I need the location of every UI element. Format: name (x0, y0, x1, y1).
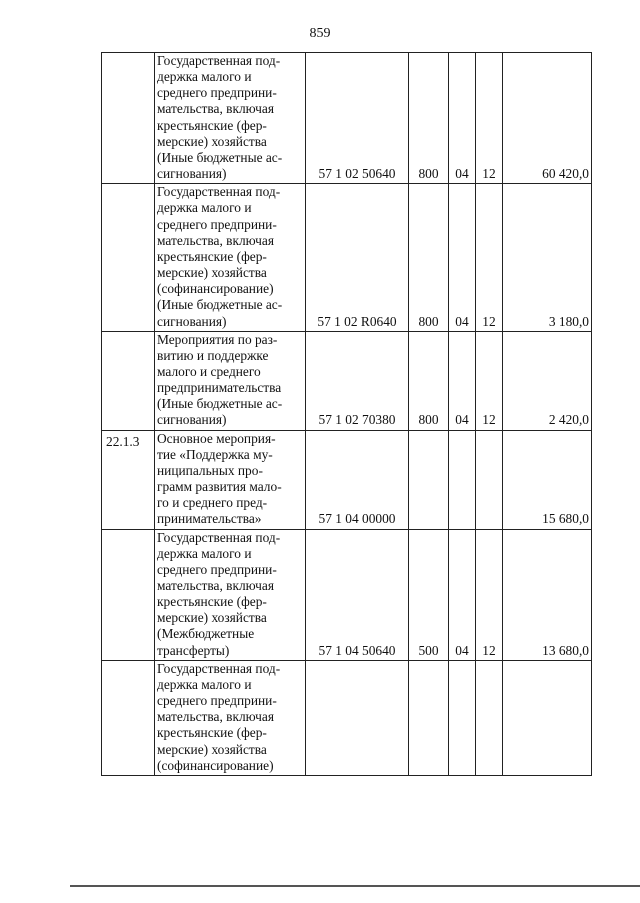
row-pr-cell: 12 (476, 184, 503, 331)
row-pr-cell: 12 (476, 529, 503, 660)
row-name-line: мательства, включая (157, 578, 274, 593)
row-kcsr-cell: 57 1 02 R0640 (306, 184, 409, 331)
row-kcsr-cell: 57 1 04 00000 (306, 430, 409, 529)
row-pr-cell: 12 (476, 331, 503, 430)
row-number-cell (102, 529, 155, 660)
row-name-line: среднего предприни- (157, 561, 277, 577)
row-name-line: мерские) хозяйства (157, 741, 267, 757)
row-number-cell (102, 331, 155, 430)
row-name-line: тие «Поддержка му- (157, 446, 273, 462)
row-name-line: крестьянские (фер- (157, 594, 267, 610)
row-name-line: Государственная под- (157, 660, 281, 676)
row-rz-cell: 04 (449, 53, 476, 184)
row-name-cell (155, 529, 306, 660)
budget-table (101, 52, 592, 776)
row-vr-cell: 800 (409, 331, 449, 430)
row-pr-cell (476, 660, 503, 775)
row-sum-cell: 3 180,0 (503, 184, 592, 331)
row-name-line: мерские) хозяйства (157, 133, 267, 149)
row-kcsr-cell: 57 1 04 50640 (306, 529, 409, 660)
row-name-line: держка малого и (157, 545, 252, 561)
row-name-line: Государственная под- (157, 184, 281, 200)
row-number-cell (102, 660, 155, 775)
row-name-line: мательства, включая (157, 232, 274, 248)
row-name-line: (Межбюджетные (157, 626, 255, 642)
row-vr-cell: 500 (409, 529, 449, 660)
row-name-line: трансферты) (157, 642, 230, 658)
row-name-cell (155, 430, 306, 529)
row-name-line: Основное мероприя- (157, 430, 276, 446)
row-name-line: (софинансирование) (157, 757, 274, 773)
row-name-cell (155, 53, 306, 184)
row-name-line: Государственная под- (157, 529, 281, 545)
row-name-line: (Иные бюджетные ас- (157, 149, 283, 165)
row-number-cell (102, 184, 155, 331)
row-name-line: среднего предприни- (157, 85, 277, 101)
row-name-line: держка малого и (157, 69, 252, 85)
row-name-line: малого и среднего (157, 363, 261, 379)
row-kcsr-cell: 57 1 02 50640 (306, 53, 409, 184)
row-sum-cell: 15 680,0 (503, 430, 592, 529)
page-bottom-divider (70, 885, 640, 887)
page-number: 859 (309, 26, 331, 41)
row-number-cell (102, 53, 155, 184)
row-name-line: Государственная под- (157, 53, 281, 68)
row-vr-cell: 800 (409, 53, 449, 184)
table-row (102, 660, 592, 775)
row-name-line: ниципальных про- (157, 462, 263, 478)
row-name-line: среднего предприни- (157, 216, 277, 232)
row-name-line: мательства, включая (157, 709, 274, 725)
table-row (102, 53, 592, 184)
table-row (102, 331, 592, 430)
row-name-line: мательства, включая (157, 101, 274, 117)
row-name-line: грамм развития мало- (157, 479, 282, 495)
table-row (102, 529, 592, 660)
row-vr-cell (409, 430, 449, 529)
row-rz-cell: 04 (449, 331, 476, 430)
row-name-line: (софинансирование) (157, 281, 274, 297)
row-rz-cell: 04 (449, 184, 476, 331)
row-kcsr-cell: 57 1 02 70380 (306, 331, 409, 430)
row-rz-cell (449, 430, 476, 529)
row-name-line: держка малого и (157, 676, 252, 692)
row-sum-cell: 13 680,0 (503, 529, 592, 660)
row-name-line: (Иные бюджетные ас- (157, 297, 283, 313)
row-name-line: крестьянские (фер- (157, 117, 267, 133)
row-name-line: (Иные бюджетные ас- (157, 396, 283, 412)
row-name-cell (155, 660, 306, 775)
row-sum-cell: 60 420,0 (503, 53, 592, 184)
row-name-line: принимательства» (157, 511, 262, 527)
table-row (102, 430, 592, 529)
row-name-line: Мероприятия по раз- (157, 331, 278, 347)
row-vr-cell (409, 660, 449, 775)
row-name-line: крестьянские (фер- (157, 248, 267, 264)
row-name-line: крестьянские (фер- (157, 725, 267, 741)
row-rz-cell: 04 (449, 529, 476, 660)
row-rz-cell (449, 660, 476, 775)
table-row (102, 184, 592, 331)
row-name-line: сигнования) (157, 412, 227, 428)
row-kcsr-cell (306, 660, 409, 775)
row-name-line: держка малого и (157, 200, 252, 216)
row-name-line: витию и поддержке (157, 347, 269, 363)
row-sum-cell (503, 660, 592, 775)
row-name-cell (155, 184, 306, 331)
row-name-cell (155, 331, 306, 430)
row-name-line: го и среднего пред- (157, 495, 268, 511)
row-name-line: мерские) хозяйства (157, 265, 267, 281)
row-name-line: мерские) хозяйства (157, 610, 267, 626)
row-name-line: среднего предприни- (157, 693, 277, 709)
row-name-line: предпринимательства (157, 380, 282, 396)
row-name-line: сигнования) (157, 166, 227, 182)
row-pr-cell: 12 (476, 53, 503, 184)
row-sum-cell: 2 420,0 (503, 331, 592, 430)
row-pr-cell (476, 430, 503, 529)
row-vr-cell: 800 (409, 184, 449, 331)
row-name-line: сигнования) (157, 313, 227, 329)
row-number-cell: 22.1.3 (102, 430, 155, 529)
